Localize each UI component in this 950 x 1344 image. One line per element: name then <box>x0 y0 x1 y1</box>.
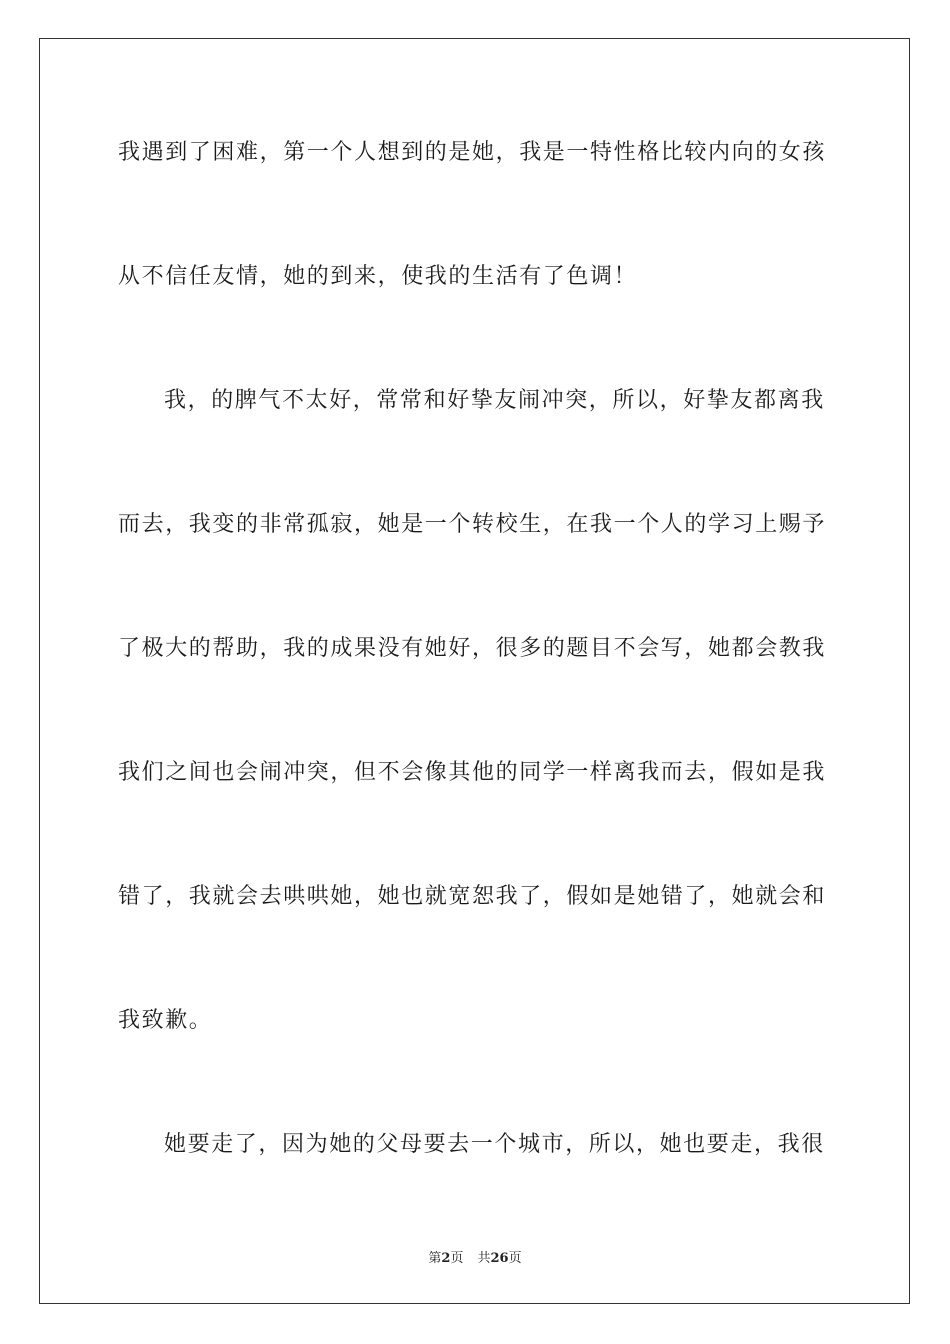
text-line-9: 她要走了，因为她的父母要去一个城市，所以，她也要走，我很 <box>164 1132 825 1157</box>
text-line-6: 我们之间也会闹冲突，但不会像其他的同学一样离我而去，假如是我 <box>118 760 827 785</box>
page-footer <box>0 1247 950 1266</box>
total-prefix: 共 <box>477 1251 491 1266</box>
page-suffix: 页 <box>450 1251 464 1266</box>
text-line-2: 从不信任友情，她的到来，使我的生活有了色调！ <box>118 264 638 289</box>
text-line-7: 错了，我就会去哄哄她，她也就宽恕我了，假如是她错了，她就会和 <box>118 884 827 909</box>
text-line-5: 了极大的帮助，我的成果没有她好，很多的题目不会写，她都会教我 <box>118 636 827 661</box>
text-line-3: 我，的脾气不太好，常常和好挚友闹冲突，所以，好挚友都离我 <box>164 388 825 413</box>
current-page-number: 2 <box>441 1251 451 1266</box>
page-prefix: 第 <box>428 1251 442 1266</box>
total-suffix: 页 <box>508 1251 522 1266</box>
total-page-count: 26 <box>490 1251 509 1266</box>
text-line-4: 而去，我变的非常孤寂，她是一个转校生，在我一个人的学习上赐予 <box>118 512 827 537</box>
document-body <box>118 122 834 1238</box>
text-line-1: 我遇到了困难，第一个人想到的是她，我是一特性格比较内向的女孩 <box>118 140 827 165</box>
text-line-8: 我致歉。 <box>118 1008 213 1033</box>
